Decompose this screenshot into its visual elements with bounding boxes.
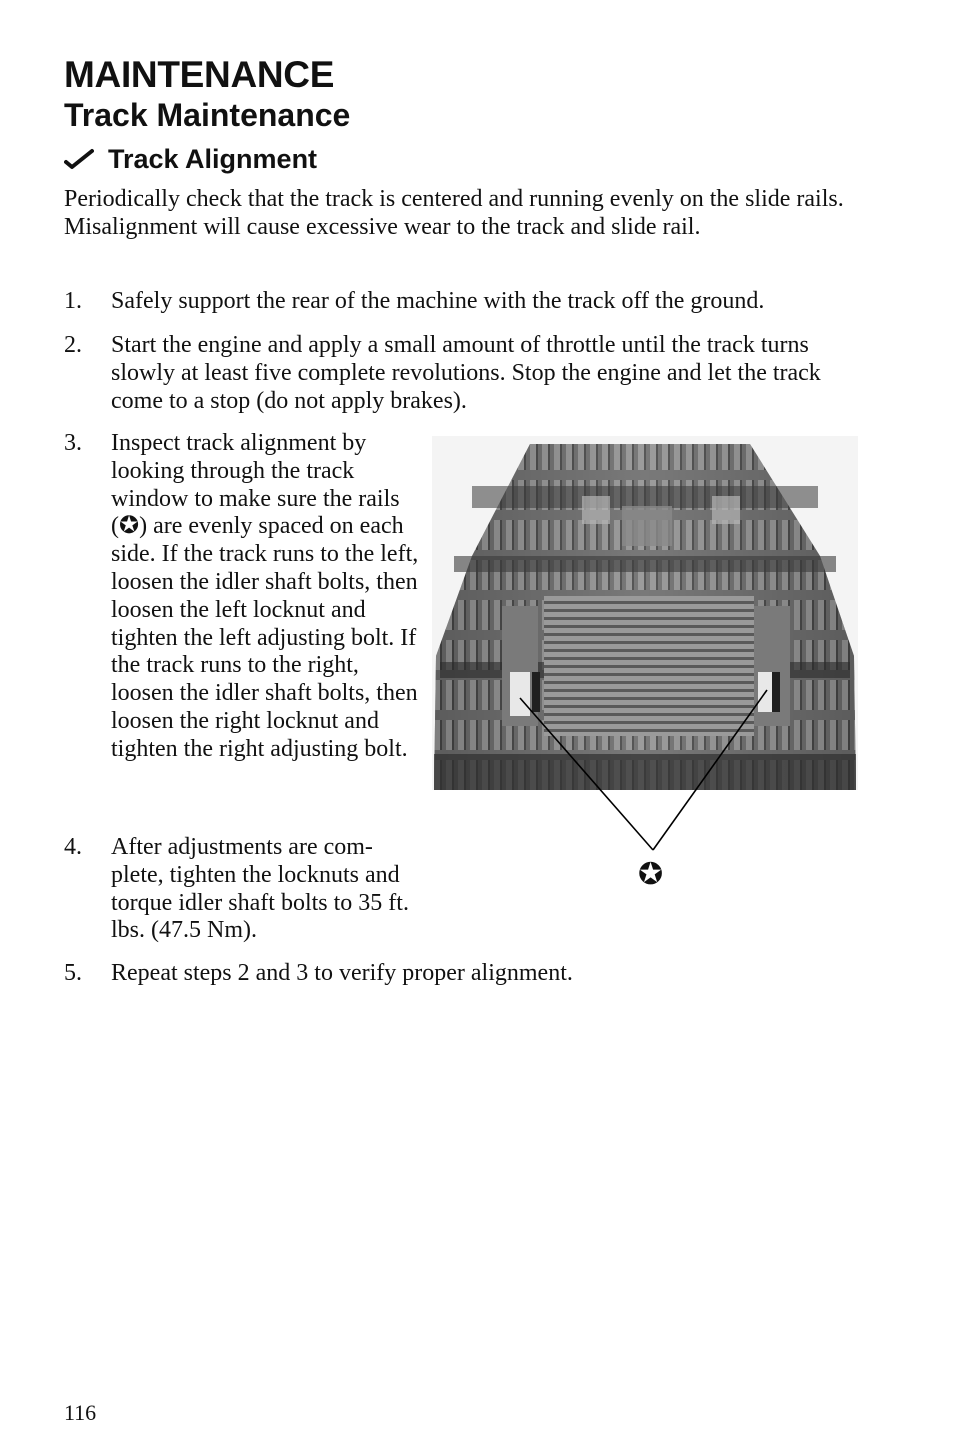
step-text: Safely support the rear of the machine with the track off the ground. bbox=[111, 288, 765, 314]
subsection-title: Track Maintenance bbox=[64, 97, 351, 133]
step-number: 4. bbox=[64, 834, 82, 860]
wrench-check-icon bbox=[64, 148, 94, 170]
step-2 bbox=[64, 332, 874, 415]
section-title: MAINTENANCE bbox=[64, 54, 335, 95]
rail-callout-symbol: ✪ bbox=[638, 857, 664, 892]
intro-paragraph: Periodically check that the track is centered and running evenly on the slide rails. Misalignment will cause excessive wear to the track and slide rail. bbox=[64, 186, 844, 240]
step-1 bbox=[64, 288, 884, 316]
step-4 bbox=[64, 834, 420, 945]
step-number: 3. bbox=[64, 430, 82, 456]
step-text: Repeat steps 2 and 3 to verify proper alignment. bbox=[111, 960, 573, 986]
topic-heading bbox=[64, 141, 317, 177]
step-5 bbox=[64, 960, 884, 988]
callout-symbol-inline: ✪ bbox=[119, 513, 140, 540]
step-3 bbox=[64, 430, 420, 764]
step-text: Start the engine and apply a small amount of throttle until the track turns slowly at least five complete revolutions. Stop the engine and let the track come to a stop (do not apply brakes). bbox=[111, 332, 821, 414]
step-number: 5. bbox=[64, 960, 82, 986]
rail-callout-lines bbox=[432, 436, 858, 896]
page-number: 116 bbox=[64, 1400, 97, 1425]
step-number: 1. bbox=[64, 288, 82, 314]
step-text-after: ) are evenly spaced on each side. If the track runs to the left, loosen the idler shaft bolts, then loosen the left locknut and tighten the left adjusting bolt. If the track runs to the right, loosen the idler shaft bolts, then loosen the right locknut and tighten the right adjusting bolt. bbox=[111, 513, 419, 762]
step-number: 2. bbox=[64, 332, 82, 358]
step-text-before: Inspect track alignment by looking through the track window to make sure the rails ( bbox=[111, 430, 400, 540]
topic-title: Track Alignment bbox=[108, 144, 318, 174]
step-text: After adjustments are com-plete, tighten the locknuts and torque idler shaft bolts to 35 ft. lbs. (47.5 Nm). bbox=[111, 834, 409, 944]
